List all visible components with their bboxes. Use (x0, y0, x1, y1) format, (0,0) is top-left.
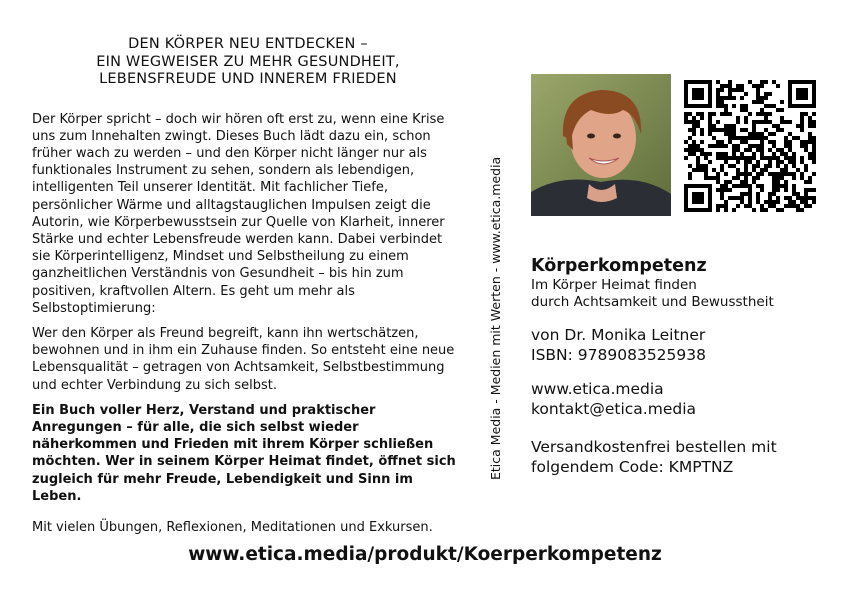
book-title: Körperkompetenz (531, 256, 707, 276)
headline-line: EIN WEGWEISER ZU MEHR GESUNDHEIT, (96, 53, 400, 70)
headline-line: LEBENSFREUDE UND INNEREM FRIEDEN (99, 71, 397, 87)
shipping-code: folgendem Code: KMPTNZ (531, 458, 734, 476)
qr-code[interactable] (680, 76, 820, 216)
book-subtitle: Im Körper Heimat finden (531, 277, 697, 293)
website-link[interactable]: www.etica.media (531, 380, 664, 398)
shipping-note: Versandkostenfrei bestellen mit (531, 438, 777, 456)
isbn: ISBN: 9789083525938 (531, 346, 706, 364)
headline-line: DEN KÖRPER NEU ENTDECKEN – (128, 36, 368, 52)
highlight-paragraph: Ein Buch voller Herz, Verstand und praktischer Anregungen – für alle, die sich selbst wieder näherkommen und Frieden mit ihrem Körper schließen möchten. Wer in seinem Körper Heimat findet, öffnet sich zugleich für mehr Freude, Lebendigkeit und Sinn im Leben. (32, 402, 456, 504)
features-paragraph: Mit vielen Übungen, Reflexionen, Meditationen und Exkursen. (32, 519, 433, 535)
email-link[interactable]: kontakt@etica.media (531, 400, 697, 418)
book-subtitle: durch Achtsamkeit und Bewusstheit (531, 294, 774, 310)
description-paragraph: Der Körper spricht – doch wir hören oft erst zu, wenn eine Krise uns zum Innehalten zwingt. Dieses Buch lädt dazu ein, schon früher wach zu werden – und den Körper nicht länger nur als funktionales Instrument zu sehen, sondern als lebendigen, intelligenten Teil unserer Identität. Mit fachlicher Tiefe, persönlicher Wärme und alltagstauglichen Impulsen zeigt die Autorin, wie Körperbewusstsein zur Quelle von Klarheit, innerer Stärke und echter Lebensfreude werden kann. Dabei verbindet sie Körperintelligenz, Mindset und Selbstheilung zu einem ganzheitlichen Verständnis von Gesundheit – bis hin zum positiven, kraftvollen Altern. Es geht um mehr als Selbstoptimierung: (32, 111, 445, 316)
product-url[interactable]: www.etica.media/produkt/Koerperkompetenz (188, 544, 662, 565)
publisher-vertical-text: Etica Media - Medien mit Werten - www.etica.media (488, 156, 503, 480)
author-photo (531, 74, 671, 216)
book-headline (32, 36, 464, 89)
description-paragraph: Wer den Körper als Freund begreift, kann ihn wertschätzen, bewohnen und in ihm ein Zuhause finden. So entsteht eine neue Lebensqualität – getragen von Achtsamkeit, Selbstbestimmung und echter Verbindung zu sich selbst. (32, 325, 455, 393)
description-column (32, 36, 464, 544)
author-name: von Dr. Monika Leitner (531, 326, 706, 344)
book-info (531, 256, 831, 477)
